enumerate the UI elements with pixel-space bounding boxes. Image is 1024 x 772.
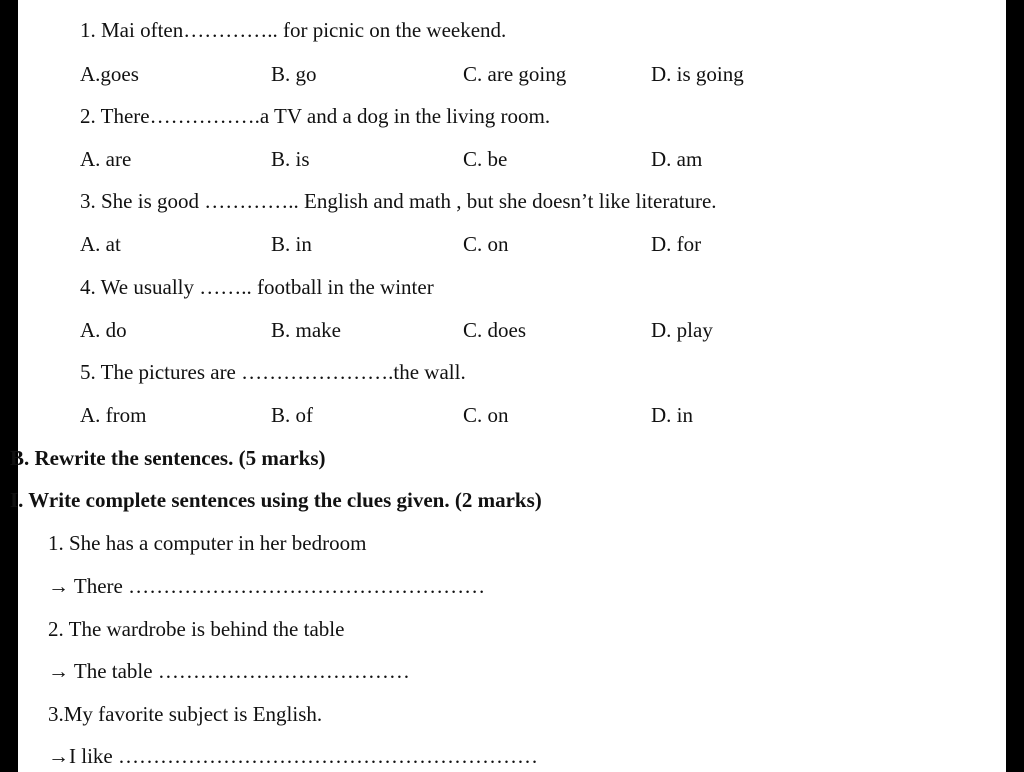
question-2-option-c: C. be [463, 147, 508, 171]
question-3-option-a: A. at [80, 232, 121, 256]
question-3-option-b: B. in [271, 232, 312, 256]
question-2-option-d: D. am [651, 147, 703, 171]
question-1-stem: 1. Mai often………….. for picnic on the weekend. [80, 18, 507, 42]
question-5-option-b: B. of [271, 403, 313, 427]
question-3-option-d: D. for [651, 232, 702, 256]
rewrite-item-2-sentence: 2. The wardrobe is behind the table [48, 617, 345, 641]
question-4-option-b: B. make [271, 318, 341, 342]
section-b-heading: B. Rewrite the sentences. (5 marks) [10, 446, 326, 470]
question-1-option-c: C. are going [463, 62, 567, 86]
rewrite-item-3-sentence: 3.My favorite subject is English. [48, 702, 323, 726]
rewrite-item-1-sentence: 1. She has a computer in her bedroom [48, 531, 367, 555]
question-2-option-a: A. are [80, 147, 132, 171]
rewrite-item-1-answer: → There …………………………………………… [48, 574, 486, 598]
question-4-option-d: D. play [651, 318, 713, 342]
question-3-option-c: C. on [463, 232, 509, 256]
question-5-option-a: A. from [80, 403, 147, 427]
question-4-option-a: A. do [80, 318, 127, 342]
rewrite-item-3-answer: →I like …………………………………………………… [48, 744, 538, 768]
question-4-option-c: C. does [463, 318, 526, 342]
question-5-option-c: C. on [463, 403, 509, 427]
question-5-option-d: D. in [651, 403, 693, 427]
question-2-option-b: B. is [271, 147, 310, 171]
question-1-option-a: A.goes [80, 62, 139, 86]
question-1-option-d: D. is going [651, 62, 744, 86]
worksheet-page [10, 0, 1006, 772]
question-4-stem: 4. We usually …….. football in the winter [80, 275, 434, 299]
question-2-stem: 2. There…………….a TV and a dog in the living room. [80, 104, 551, 128]
question-5-stem: 5. The pictures are ………………….the wall. [80, 360, 466, 384]
question-3-stem: 3. She is good ………….. English and math , but she doesn’t like literature. [80, 189, 717, 213]
rewrite-item-2-answer: → The table ……………………………… [48, 659, 410, 683]
section-b-subheading: I. Write complete sentences using the clues given. (2 marks) [10, 488, 542, 512]
question-1-option-b: B. go [271, 62, 317, 86]
